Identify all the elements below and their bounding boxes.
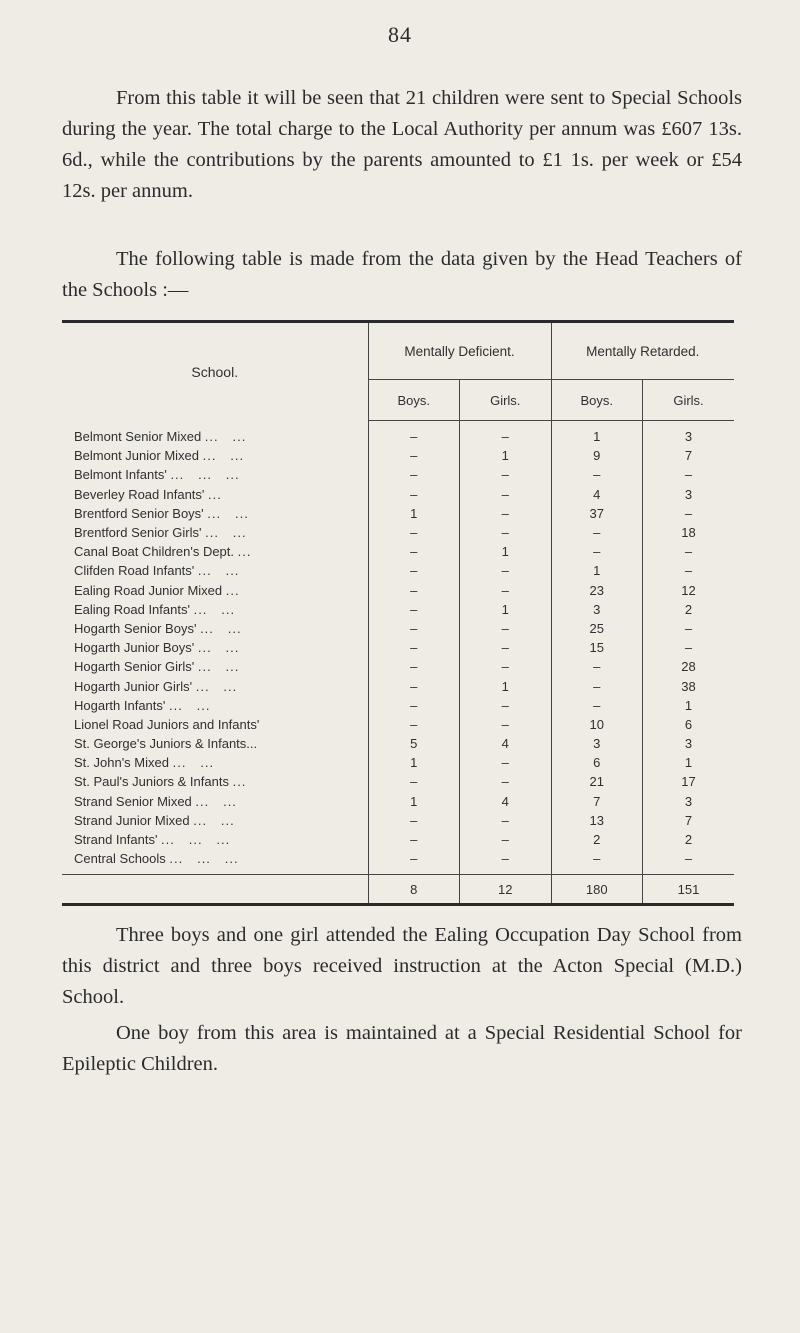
table-row (62, 504, 734, 523)
leader-dots: ... ... ... (161, 832, 231, 848)
cell-md-girls: – (460, 421, 552, 447)
school-column-header: School. (62, 322, 368, 421)
cell-md-girls: – (460, 830, 552, 849)
cell-mr-boys: 2 (551, 830, 643, 849)
school-name: Ealing Road Infants' (74, 601, 190, 617)
cell-mr-boys: 1 (551, 421, 643, 447)
table-row (62, 753, 734, 772)
table-row (62, 465, 734, 484)
school-name: Central Schools (74, 851, 166, 867)
school-name: Belmont Infants' (74, 467, 167, 483)
cell-md-boys: – (368, 523, 460, 542)
school-name: Canal Boat Children's Dept. (74, 544, 235, 560)
leader-dots: ... (208, 486, 222, 502)
cell-md-boys: – (368, 811, 460, 830)
cell-mr-girls: 38 (643, 676, 735, 695)
cell-mr-girls: 2 (643, 830, 735, 849)
cell-md-boys: – (368, 830, 460, 849)
school-name-cell (62, 600, 368, 619)
cell-mr-girls: 3 (643, 421, 735, 447)
table-row (62, 619, 734, 638)
cell-mr-girls: 1 (643, 753, 735, 772)
table-row (62, 734, 734, 753)
school-name: Brentford Senior Girls' (74, 525, 202, 541)
cell-mr-boys: 25 (551, 619, 643, 638)
cell-mr-boys: 10 (551, 715, 643, 734)
cell-md-girls: – (460, 811, 552, 830)
cell-mr-girls: 3 (643, 734, 735, 753)
cell-md-boys: – (368, 676, 460, 695)
cell-mr-boys: – (551, 657, 643, 676)
school-name: Hogarth Senior Girls' (74, 659, 195, 675)
cell-md-boys: – (368, 849, 460, 868)
cell-md-boys: – (368, 421, 460, 447)
leader-dots: ... ... (172, 755, 215, 771)
school-name-cell (62, 542, 368, 561)
md-boys-header: Boys. (368, 380, 460, 421)
school-name: Hogarth Senior Boys' (74, 620, 197, 636)
school-name-cell (62, 638, 368, 657)
md-girls-header: Girls. (460, 380, 552, 421)
cell-md-boys: – (368, 772, 460, 791)
school-name: Strand Infants' (74, 832, 158, 848)
cell-md-girls: 1 (460, 446, 552, 465)
cell-mr-boys: 7 (551, 792, 643, 811)
paragraph-epileptic-school: One boy from this area is maintained at a Special Residential School for Epileptic Children. (62, 1022, 742, 1075)
leader-dots: ... ... (197, 563, 240, 579)
cell-mr-boys: 13 (551, 811, 643, 830)
cell-mr-boys: – (551, 465, 643, 484)
table-row (62, 696, 734, 715)
table-row (62, 561, 734, 580)
school-name: Ealing Road Junior Mixed (74, 582, 223, 598)
table-row (62, 830, 734, 849)
school-name: Brentford Senior Boys' (74, 505, 204, 521)
cell-md-boys: – (368, 446, 460, 465)
cell-mr-girls: 3 (643, 792, 735, 811)
school-name: Hogarth Junior Boys' (74, 640, 195, 656)
total-md-boys: 8 (368, 875, 460, 905)
leader-dots: ... ... (207, 505, 249, 521)
cell-md-boys: – (368, 465, 460, 484)
cell-mr-girls: – (643, 542, 735, 561)
cell-md-girls: – (460, 696, 552, 715)
leader-dots: ... ... (195, 793, 237, 809)
leader-dots: ... (237, 544, 252, 560)
school-name-cell (62, 676, 368, 695)
mentally-deficient-header: Mentally Deficient. (368, 322, 551, 380)
school-name: St. John's Mixed (74, 755, 169, 771)
leader-dots: ... ... (202, 448, 245, 464)
cell-mr-boys: – (551, 542, 643, 561)
school-name-cell (62, 792, 368, 811)
school-name: Clifden Road Infants' (74, 563, 195, 579)
school-name: Hogarth Junior Girls' (74, 678, 193, 694)
leader-dots: ... (232, 774, 247, 790)
leader-dots: ... ... (200, 620, 242, 636)
school-name-cell (62, 715, 368, 734)
cell-mr-boys: 1 (551, 561, 643, 580)
cell-md-girls: – (460, 619, 552, 638)
cell-mr-girls: 6 (643, 715, 735, 734)
cell-md-boys: – (368, 542, 460, 561)
leader-dots: ... ... (197, 640, 240, 656)
cell-mr-girls: – (643, 561, 735, 580)
school-name-cell (62, 734, 368, 753)
cell-md-boys: 1 (368, 504, 460, 523)
school-name: Hogarth Infants' (74, 697, 166, 713)
table-row (62, 849, 734, 868)
cell-md-girls: 1 (460, 600, 552, 619)
cell-md-girls: 4 (460, 734, 552, 753)
school-name: St. George's Juniors & Infants... (74, 736, 258, 752)
cell-md-girls: – (460, 581, 552, 600)
school-name: Lionel Road Juniors and Infants' (74, 716, 260, 732)
school-name-cell (62, 811, 368, 830)
cell-md-boys: 1 (368, 753, 460, 772)
school-name-cell (62, 465, 368, 484)
cell-mr-boys: – (551, 676, 643, 695)
cell-mr-girls: 18 (643, 523, 735, 542)
school-name: Belmont Senior Mixed (74, 428, 202, 444)
school-name: St. Paul's Juniors & Infants (74, 774, 229, 790)
cell-md-girls: – (460, 561, 552, 580)
leader-dots: ... ... ... (170, 467, 240, 483)
cell-md-girls: 1 (460, 676, 552, 695)
totals-label-cell (62, 875, 368, 905)
school-name-cell (62, 772, 368, 791)
cell-mr-girls: 28 (643, 657, 735, 676)
schools-table (62, 320, 734, 906)
cell-mr-boys: 23 (551, 581, 643, 600)
table-row (62, 421, 734, 447)
cell-md-boys: – (368, 657, 460, 676)
cell-mr-girls: – (643, 619, 735, 638)
paragraph-special-schools-charge: From this table it will be seen that 21 children were sent to Special Schools during the year. The total charge to the Local Authority per annum was £607 13s. 6d., while the contributions by the parents amounted to £1 1s. per week or £54 12s. per annum. (62, 87, 742, 202)
cell-md-girls: – (460, 849, 552, 868)
cell-md-boys: – (368, 485, 460, 504)
cell-mr-boys: 6 (551, 753, 643, 772)
cell-mr-girls: 2 (643, 600, 735, 619)
cell-mr-girls: – (643, 849, 735, 868)
school-name-cell (62, 657, 368, 676)
school-name-cell (62, 581, 368, 600)
cell-mr-boys: – (551, 849, 643, 868)
school-name-cell (62, 619, 368, 638)
school-name-cell (62, 421, 368, 447)
school-name-cell (62, 696, 368, 715)
leader-dots: ... ... (193, 601, 236, 617)
table-row (62, 523, 734, 542)
cell-md-girls: – (460, 638, 552, 657)
school-name-cell (62, 561, 368, 580)
leader-dots: ... ... (169, 697, 211, 713)
cell-mr-girls: 1 (643, 696, 735, 715)
table-row (62, 446, 734, 465)
cell-md-girls: 4 (460, 792, 552, 811)
school-name-cell (62, 849, 368, 868)
table-row (62, 657, 734, 676)
table-row (62, 542, 734, 561)
school-name: Strand Senior Mixed (74, 793, 192, 809)
cell-mr-boys: 9 (551, 446, 643, 465)
school-name-cell (62, 830, 368, 849)
cell-md-girls: – (460, 715, 552, 734)
school-name: Strand Junior Mixed (74, 812, 190, 828)
cell-md-girls: – (460, 504, 552, 523)
schools-table-container (62, 320, 734, 906)
cell-mr-girls: – (643, 638, 735, 657)
cell-mr-girls: 7 (643, 446, 735, 465)
cell-md-boys: – (368, 715, 460, 734)
cell-md-girls: – (460, 753, 552, 772)
table-row (62, 485, 734, 504)
total-mr-girls: 151 (643, 875, 735, 905)
leader-dots: ... ... (195, 678, 238, 694)
table-row (62, 772, 734, 791)
cell-md-boys: – (368, 581, 460, 600)
cell-md-girls: – (460, 485, 552, 504)
cell-md-girls: – (460, 657, 552, 676)
cell-mr-girls: 7 (643, 811, 735, 830)
school-name-cell (62, 753, 368, 772)
table-row (62, 638, 734, 657)
school-name-cell (62, 523, 368, 542)
cell-md-boys: – (368, 619, 460, 638)
cell-md-boys: – (368, 600, 460, 619)
cell-md-boys: 1 (368, 792, 460, 811)
cell-md-girls: 1 (460, 542, 552, 561)
cell-md-girls: – (460, 523, 552, 542)
cell-mr-boys: 37 (551, 504, 643, 523)
cell-mr-girls: 17 (643, 772, 735, 791)
table-row (62, 600, 734, 619)
cell-mr-boys: 21 (551, 772, 643, 791)
cell-mr-boys: – (551, 523, 643, 542)
cell-mr-girls: – (643, 504, 735, 523)
table-row (62, 676, 734, 695)
mr-girls-header: Girls. (643, 380, 735, 421)
cell-md-boys: – (368, 638, 460, 657)
school-name-cell (62, 446, 368, 465)
paragraph-table-intro: The following table is made from the data given by the Head Teachers of the Schools :— (62, 248, 742, 301)
leader-dots: ... ... ... (169, 851, 239, 867)
cell-mr-boys: – (551, 696, 643, 715)
cell-md-boys: – (368, 696, 460, 715)
school-name: Beverley Road Infants' (74, 486, 205, 502)
school-name: Belmont Junior Mixed (74, 448, 199, 464)
total-md-girls: 12 (460, 875, 552, 905)
cell-md-boys: – (368, 561, 460, 580)
cell-md-girls: – (460, 772, 552, 791)
cell-md-boys: 5 (368, 734, 460, 753)
table-row (62, 811, 734, 830)
mentally-retarded-header: Mentally Retarded. (551, 322, 734, 380)
table-row (62, 581, 734, 600)
leader-dots: ... (225, 582, 240, 598)
page-number: 84 (388, 22, 412, 47)
cell-mr-boys: 15 (551, 638, 643, 657)
cell-mr-boys: 3 (551, 600, 643, 619)
totals-row (62, 875, 734, 905)
table-body (62, 421, 734, 875)
table-row (62, 792, 734, 811)
cell-mr-girls: 12 (643, 581, 735, 600)
leader-dots: ... ... (205, 525, 247, 541)
table-row (62, 715, 734, 734)
total-mr-boys: 180 (551, 875, 643, 905)
leader-dots: ... ... (197, 659, 240, 675)
cell-mr-boys: 3 (551, 734, 643, 753)
cell-mr-girls: – (643, 465, 735, 484)
cell-md-girls: – (460, 465, 552, 484)
leader-dots: ... ... (204, 428, 247, 444)
cell-mr-girls: 3 (643, 485, 735, 504)
leader-dots: ... ... (193, 812, 235, 828)
school-name-cell (62, 504, 368, 523)
cell-mr-boys: 4 (551, 485, 643, 504)
mr-boys-header: Boys. (551, 380, 643, 421)
school-name-cell (62, 485, 368, 504)
paragraph-occupation-day-school: Three boys and one girl attended the Ealing Occupation Day School from this district and three boys received instruction at the Acton Special (M.D.) School. (62, 924, 742, 1008)
